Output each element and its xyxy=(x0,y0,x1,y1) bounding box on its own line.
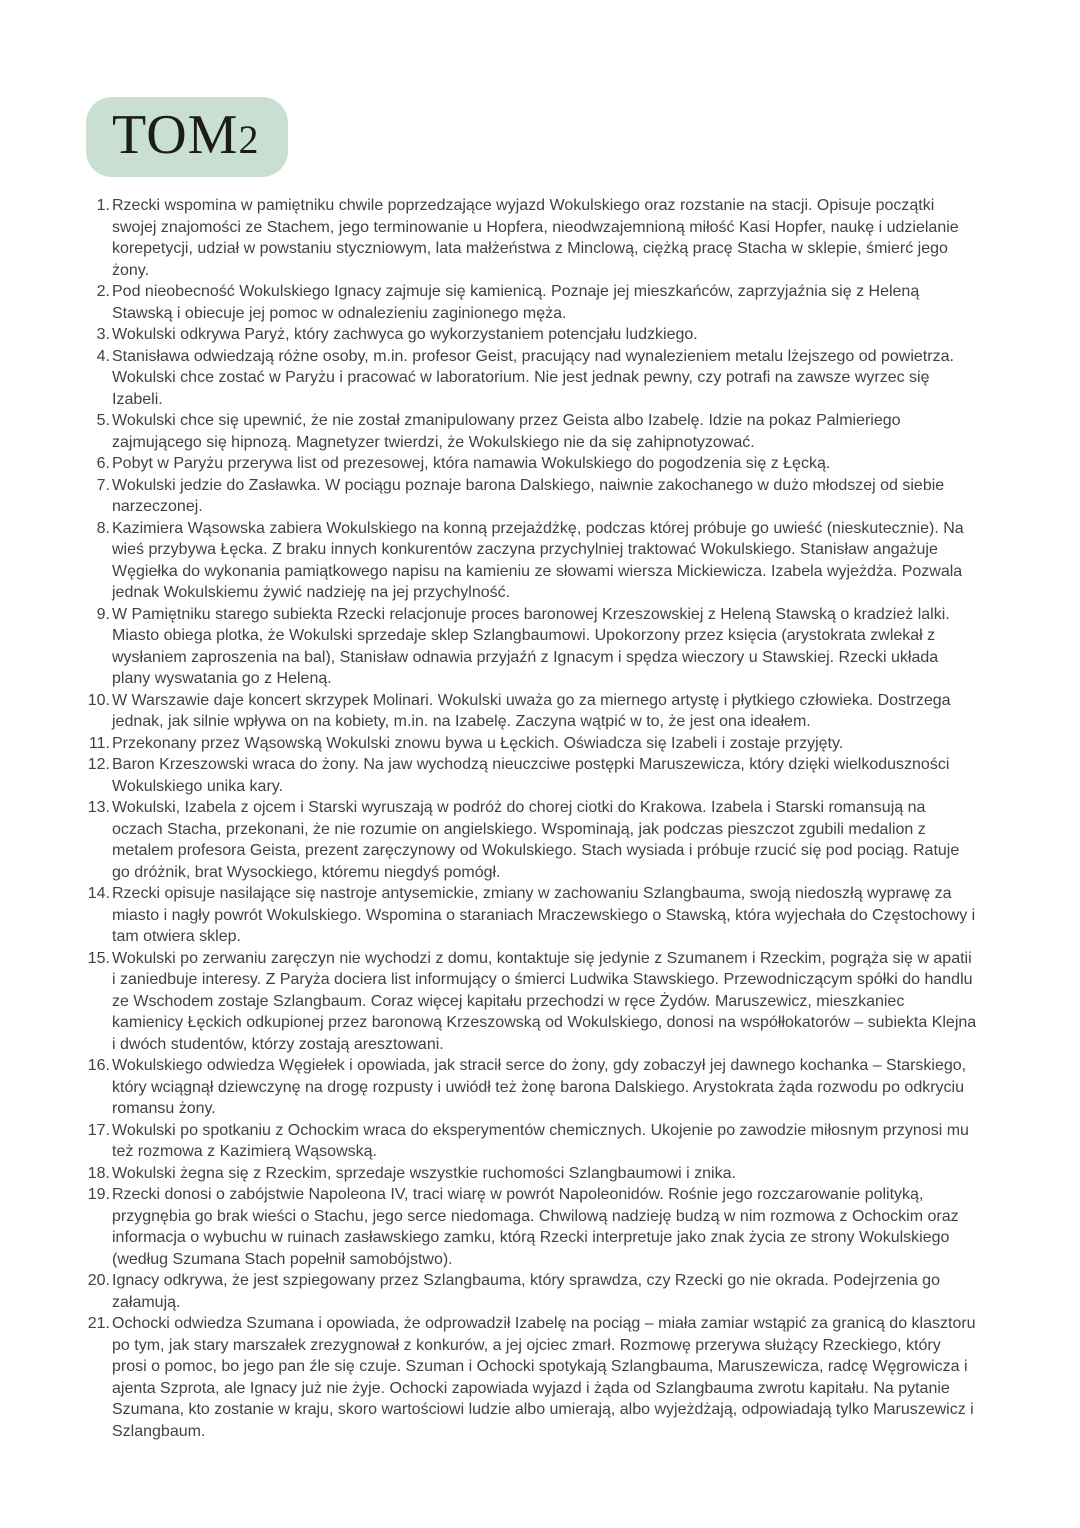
item-text: W Pamiętniku starego subiekta Rzecki relacjonuje proces baronowej Krzeszowskiej z Heleną Stawską o kradzież lalki. Miasto obiega plotka, że Wokulski sprzedaje sklep Szlangbaumowi. Upokorzony przez księcia (arystokrata zwlekał z wysłaniem zaproszenia na bal), Stanisław odnawia przyjaźń z Ignacym i spędza wieczory u Stawskiej. Rzecki układa plany wyswatania go z Heleną. xyxy=(112,605,950,687)
item-text: Rzecki wspomina w pamiętniku chwile poprzedzające wyjazd Wokulskiego oraz rozstanie na stacji. Opisuje początki swojej znajomości ze Stachem, jego terminowanie u Hopfera, nieodwzajemnioną miłość Kasi Hopfer, naukę i udzielanie korepetycji, udział w powstaniu styczniowym, lata małżeństwa z Minclową, ciężką pracę Stacha w sklepie, śmierć jego żony. xyxy=(112,197,959,279)
item-text: Baron Krzeszowski wraca do żony. Na jaw wychodzą nieuczciwe postępki Maruszewicza, który dzięki wielkoduszności Wokulskiego unika kary. xyxy=(112,756,950,795)
list-item xyxy=(78,475,980,518)
badge-title-main: TOM xyxy=(112,104,239,166)
list-item xyxy=(78,518,980,604)
item-text: Wokulskiego odwiedza Węgiełek i opowiada, jak stracił serce do żony, gdy zobaczył jej dawnego kochanka – Starskiego, który wciągnął dziewczynę na drogę rozpusty i uwiódł też żonę barona Dalskiego. Arystokrata żąda rozwodu po odkryciu romansu żony. xyxy=(112,1057,967,1117)
item-number: 4. xyxy=(96,347,110,365)
item-text: Rzecki opisuje nasilające się nastroje antysemickie, zmiany w zachowaniu Szlangbauma, swoją niedoszłą wyprawę za miasto i nagły powrót Wokulskiego. Wspomina o staraniach Mraczewskiego o Stawską, która wyjechała do Częstochowy i tam otwiera sklep. xyxy=(112,885,976,945)
list-item xyxy=(78,281,980,324)
item-number: 19. xyxy=(87,1186,110,1203)
item-number: 21. xyxy=(87,1315,110,1332)
list-item xyxy=(78,690,980,733)
item-number: 18. xyxy=(87,1164,110,1182)
list-item xyxy=(78,754,980,797)
badge-title-number: 2 xyxy=(238,117,259,162)
list-item xyxy=(78,1313,980,1442)
list-item xyxy=(78,948,980,1056)
item-text: Przekonany przez Wąsowską Wokulski znowu bywa u Łęckich. Oświadcza się Izabeli i zostaje przyjęty. xyxy=(112,734,844,752)
item-number: 14. xyxy=(87,885,110,902)
list-item xyxy=(78,1270,980,1313)
item-number: 13. xyxy=(87,799,110,816)
tom2-badge xyxy=(86,97,288,177)
item-text: Wokulski żegna się z Rzeckim, sprzedaje wszystkie ruchomości Szlangbaumowi i znika. xyxy=(112,1164,736,1182)
list-item xyxy=(78,324,980,346)
item-number: 12. xyxy=(87,756,110,773)
item-number: 3. xyxy=(96,326,110,343)
item-number: 7. xyxy=(96,476,110,494)
item-text: Wokulski jedzie do Zasławka. W pociągu poznaje barona Dalskiego, naiwnie zakochanego w dużo młodszej od siebie narzeczonej. xyxy=(112,476,945,515)
item-number: 11. xyxy=(88,734,110,752)
item-text: Ignacy odkrywa, że jest szpiegowany przez Szlangbauma, który sprawdza, czy Rzecki go nie okrada. Podejrzenia go załamują. xyxy=(112,1272,940,1311)
item-number: 1. xyxy=(96,197,110,214)
list-item xyxy=(78,604,980,690)
list-item xyxy=(78,1120,980,1163)
item-number: 15. xyxy=(87,949,110,967)
item-text: Pod nieobecność Wokulskiego Ignacy zajmuje się kamienicą. Poznaje jej mieszkańców, zaprzyjaźnia się z Heleną Stawską i obiecuje jej pomoc w odnalezieniu zaginionego męża. xyxy=(112,283,920,322)
item-text: Ochocki odwiedza Szumana i opowiada, że odprowadził Izabelę na pociąg – miała zamiar wstąpić za granicą do klasztoru po tym, jak stary marszałek zrezygnował z konkurów, a jej ojciec zmarł. Rozmowę przerywa służący Rzeckiego, który prosi o pomoc, bo jego pan źle się czuje. Szuman i Ochocki spotykają Szlangbauma, Maruszewicza, radcę Węgrowicza i ajenta Szprota, ale Ignacy już nie żyje. Ochocki zapowiada wyjazd i żąda od Szlangbauma zwrotu kapitału. Na pytanie Szumana, kto zostanie w kraju, skoro wartościowi ludzie albo umierają, albo wyjeżdżają, odpowiadają tylko Maruszewicz i Szlangbaum. xyxy=(112,1315,976,1440)
list-item xyxy=(78,1163,980,1185)
item-number: 20. xyxy=(87,1272,110,1289)
list-item xyxy=(78,883,980,948)
item-number: 8. xyxy=(96,519,110,537)
chapter-summary-list xyxy=(78,195,980,1442)
list-item xyxy=(78,410,980,453)
item-number: 16. xyxy=(87,1057,110,1074)
item-text: Wokulski po zerwaniu zaręczyn nie wychodzi z domu, kontaktuje się jedynie z Szumanem i Rzeckim, pogrąża się w apatii i zaniedbuje interesy. Z Paryża dociera list informujący o śmierci Ludwika Stawskiego. Przewodniczącym spółki do handlu ze Wschodem zostaje Szlangbaum. Coraz więcej kapitału przechodzi w ręce Żydów. Maruszewicz, mieszkaniec kamienicy Łęckich odkupionej przez baronową Krzeszowską od Wokulskiego, donosi na współłokatorów – subiekta Klejna i dwóch studentów, którzy zostają aresztowani. xyxy=(112,949,977,1053)
list-item xyxy=(78,195,980,281)
list-item xyxy=(78,346,980,411)
list-item xyxy=(78,1055,980,1120)
list-item xyxy=(78,797,980,883)
list-item xyxy=(78,1184,980,1270)
item-text: Stanisława odwiedzają różne osoby, m.in. profesor Geist, pracujący nad wynalezieniem metalu lżejszego od powietrza. Wokulski chce zostać w Paryżu i pracować w laboratorium. Nie jest jednak pewny, czy potrafi na zawsze wyrzec się Izabeli. xyxy=(112,347,954,408)
item-text: W Warszawie daje koncert skrzypek Molinari. Wokulski uważa go za miernego artystę i płytkiego człowieka. Dostrzega jednak, jak silnie wpływa on na kobiety, m.in. na Izabelę. Zaczyna wątpić w to, że jest ona ideałem. xyxy=(112,691,951,730)
item-text: Pobyt w Paryżu przerywa list od prezesowej, która namawia Wokulskiego do pogodzenia się z Łęcką. xyxy=(112,455,831,472)
item-number: 2. xyxy=(96,283,110,300)
item-text: Kazimiera Wąsowska zabiera Wokulskiego na konną przejażdżkę, podczas której próbuje go uwieść (nieskutecznie). Na wieś przybywa Łęcka. Z braku innych konkurentów zaczyna przychylniej traktować Wokulskiego. Stanisław angażuje Węgiełka do wykonania pamiątkowego napisu na kamieniu ze słowami wiersza Mickiewicza. Izabela wyjeżdża. Pozwala jednak Wokulskiemu żywić nadzieję na jej przychylność. xyxy=(112,519,964,601)
item-number: 10. xyxy=(87,691,110,709)
item-text: Wokulski po spotkaniu z Ochockim wraca do eksperymentów chemicznych. Ukojenie po zawodzie miłosnym przynosi mu też rozmowa z Kazimierą Wąsowską. xyxy=(112,1121,969,1160)
item-text: Wokulski chce się upewnić, że nie został zmanipulowany przez Geista albo Izabelę. Idzie na pokaz Palmieriego zajmującego się hipnozą. Magnetyzer twierdzi, że Wokulskiego nie da się zahipnotyzować. xyxy=(112,412,901,451)
item-text: Wokulski odkrywa Paryż, który zachwyca go wykorzystaniem potencjału ludzkiego. xyxy=(112,326,698,343)
item-number: 6. xyxy=(96,455,110,472)
item-number: 9. xyxy=(96,605,110,623)
item-number: 17. xyxy=(87,1121,110,1139)
list-item xyxy=(78,453,980,475)
item-text: Wokulski, Izabela z ojcem i Starski wyruszają w podróż do chorej ciotki do Krakowa. Izabela i Starski romansują na oczach Stacha, przekonani, że nie rozumie on angielskiego. Wspominają, jak podczas pieszczot zgubili medalion z metalem profesora Geista, prezent zaręczynowy od Wokulskiego. Stach wysiada i próbuje rzucić się pod pociąg. Ratuje go dróżnik, brat Wysockiego, któremu niegdyś pomógł. xyxy=(112,799,960,881)
item-text: Rzecki donosi o zabójstwie Napoleona IV, traci wiarę w powrót Napoleonidów. Rośnie jego rozczarowanie polityką, przygnębia go brak wieści o Stachu, jego serce niedomaga. Chwilową nadzieję budzą w nim rozmowa z Ochockim oraz informacja o wybuchu w ruinach zasławskiego zamku, którą Rzecki interpretuje jako znak życia ze strony Wokulskiego (według Szumana Stach popełnił samobójstwo). xyxy=(112,1186,959,1268)
list-item xyxy=(78,733,980,755)
item-number: 5. xyxy=(96,412,110,429)
